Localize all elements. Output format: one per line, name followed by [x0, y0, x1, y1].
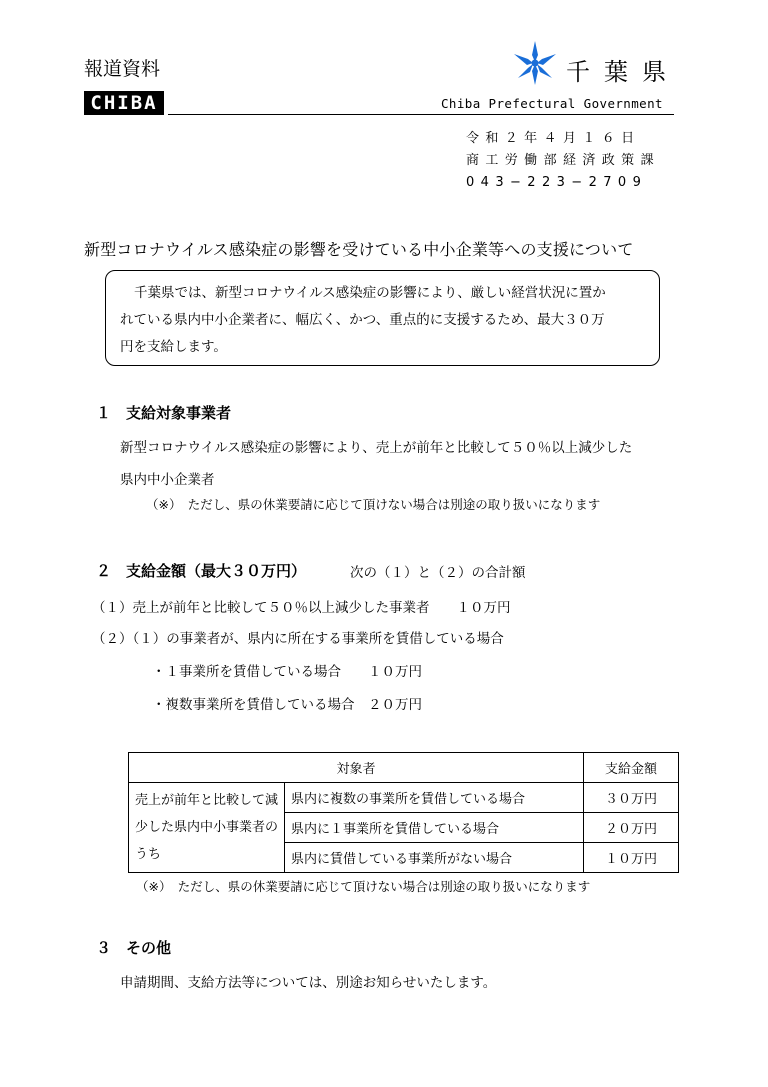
section1-note: （※） ただし、県の休業要請に応じて頂けない場合は別途の取り扱いになります: [146, 497, 601, 512]
table-header-amount: 支給金額: [584, 753, 679, 783]
chiba-logo: CHIBA: [84, 91, 164, 115]
section2-heading: ２ 支給金額（最大３０万円）: [96, 562, 307, 580]
phone-number: 043−223−2709: [465, 175, 648, 190]
release-date: 令和２年４月１６日: [465, 131, 641, 146]
summary-box: [105, 270, 660, 366]
table-condition: 県内に複数の事業所を賃借している場合: [285, 783, 584, 813]
summary-line: れている県内中小企業者に、幅広く、かつ、重点的に支援するため、最大３０万: [120, 312, 605, 328]
table-header-row: [129, 753, 679, 783]
section3-text: 申請期間、支給方法等については、別途お知らせいたします。: [120, 975, 497, 991]
section2-heading-suffix: 次の（１）と（２）の合計額: [350, 565, 526, 581]
table-amount: ２０万円: [584, 813, 679, 843]
table-amount: １０万円: [584, 843, 679, 873]
prefecture-name: 千葉県: [566, 58, 680, 86]
section3-heading: ３ その他: [96, 939, 172, 957]
department-name: 商工労働部経済政策課: [465, 153, 660, 168]
table-amount: ３０万円: [584, 783, 679, 813]
table-note: （※） ただし、県の休業要請に応じて頂けない場合は別途の取り扱いになります: [136, 879, 591, 894]
section2-sub1: ・１事業所を賃借している場合 １０万円: [152, 664, 422, 680]
section1-text: 新型コロナウイルス感染症の影響により、売上が前年と比較して５０％以上減少した: [120, 440, 633, 456]
section1-text: 県内中小企業者: [120, 472, 215, 488]
section1-heading: １ 支給対象事業者: [96, 404, 232, 422]
chiba-prefecture-emblem-icon: [512, 40, 558, 86]
table-condition: 県内に賃借している事業所がない場合: [285, 843, 584, 873]
press-release-label: 報道資料: [84, 58, 161, 80]
section2-item2: （２）（１）の事業者が、県内に所在する事業所を賃借している場合: [92, 631, 504, 647]
table-target-cell: 売上が前年と比較して減少した県内中小事業者のうち: [129, 783, 285, 873]
summary-line: 円を支給します。: [120, 339, 227, 355]
prefecture-english-name: Chiba Prefectural Government: [441, 96, 663, 111]
header-divider: [168, 114, 674, 115]
summary-line: 千葉県では、新型コロナウイルス感染症の影響により、厳しい経営状況に置か: [134, 285, 606, 301]
table-condition: 県内に１事業所を賃借している場合: [285, 813, 584, 843]
section2-sub2: ・複数事業所を賃借している場合 ２０万円: [152, 697, 422, 713]
issuer-info: [466, 128, 660, 194]
document-title: 新型コロナウイルス感染症の影響を受けている中小企業等への支援について: [84, 240, 634, 259]
table-row: [129, 783, 679, 813]
section2-item1: （１）売上が前年と比較して５０％以上減少した事業者 １０万円: [92, 600, 511, 616]
table-header-target: 対象者: [129, 753, 584, 783]
subsidy-table: [128, 752, 679, 873]
